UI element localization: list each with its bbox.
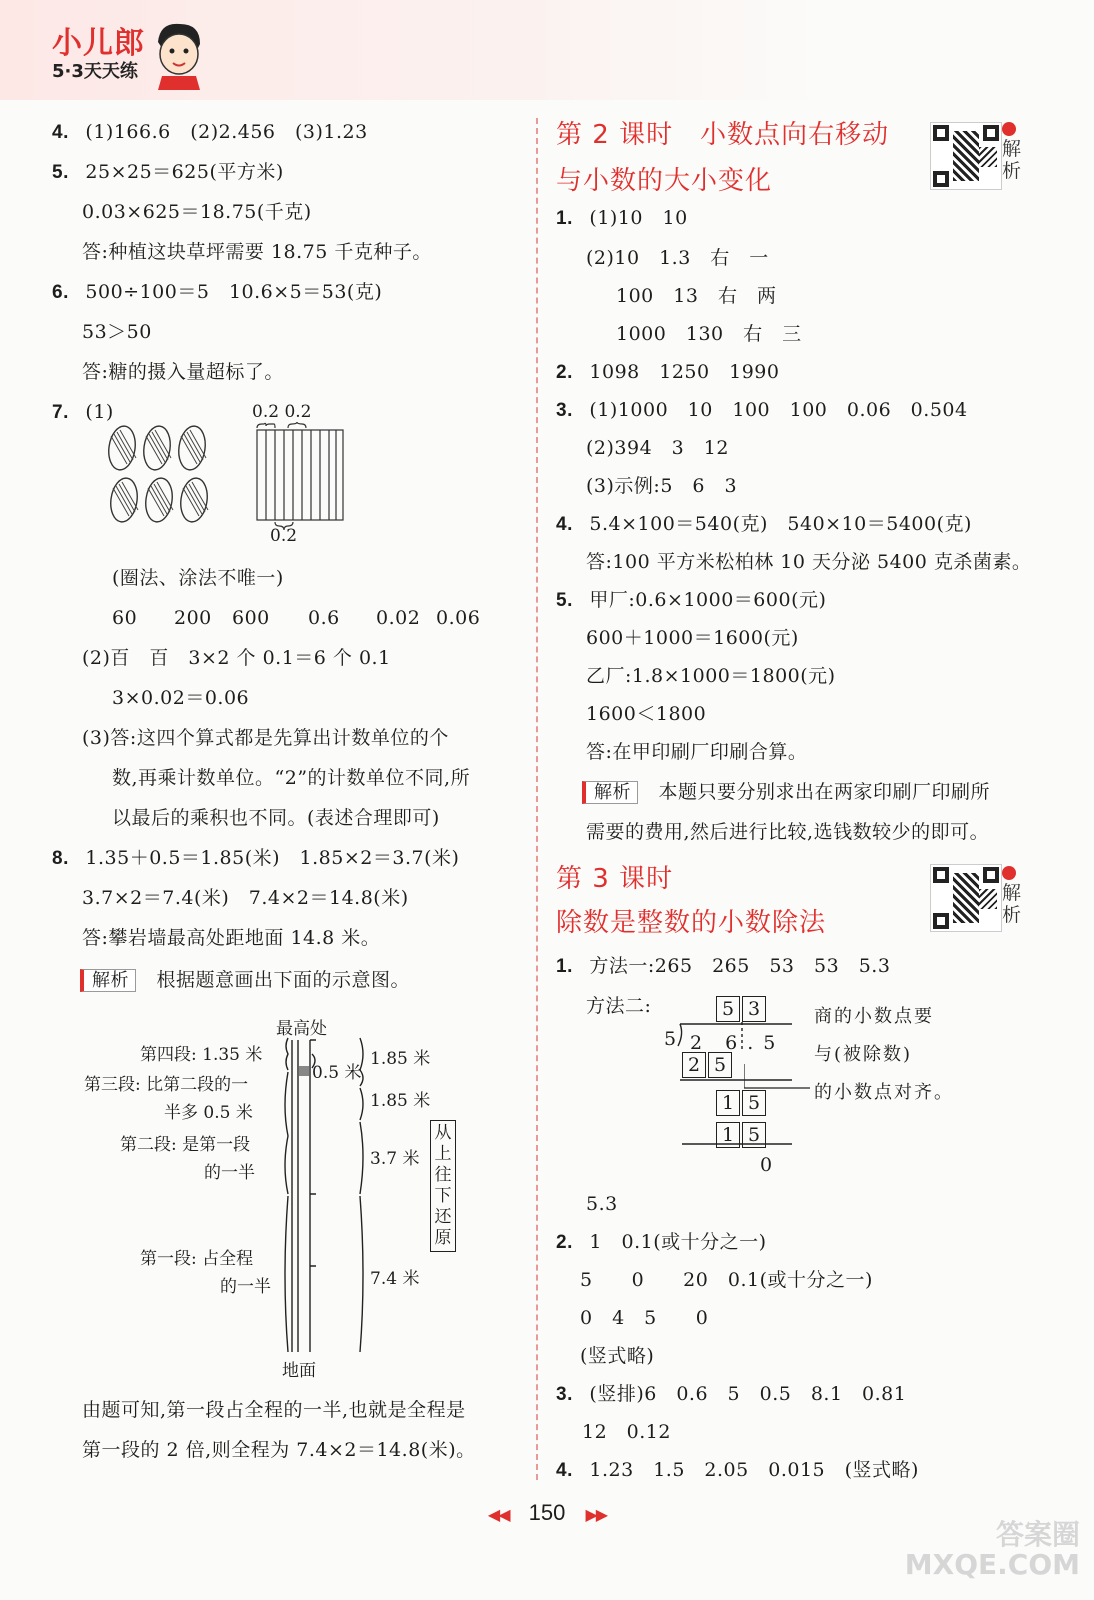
note-line2: 与(被除数) [814,1044,913,1065]
measure-1.85-b: 1.85 米 [370,1091,431,1111]
r-answer-1-line3: 100 13 右 两 [616,285,777,307]
column-divider [536,118,538,1480]
question-number: 7. [52,402,69,423]
r-answer-5-line2: 600＋1000＝1600(元) [586,627,799,649]
answer-text: 500÷100＝5 10.6×5＝53(克) [85,281,383,303]
answer-text: 1.35＋0.5＝1.85(米) 1.85×2＝3.7(米) [85,847,460,869]
restore-char: 往 [434,1165,452,1185]
segment-1-label-b: 的一半 [220,1277,271,1297]
question-number: 5. [52,162,69,183]
divisor: 5 [664,1028,677,1050]
question-number: 4. [556,514,573,535]
r-answer-5-line5: 答:在甲印刷厂印刷合算。 [586,741,808,763]
answer-text: 25×25＝625(平方米) [85,161,284,183]
answer-text: 1 0.1(或十分之一) [589,1231,767,1253]
analysis-text: 根据题意画出下面的示意图。 [156,969,411,991]
prev-arrows-icon: ◀◀ [487,1507,509,1524]
wall-bar-figure [280,1036,370,1354]
sticks-label-bottom: 0.2 [270,526,298,546]
play-icon [1002,122,1016,136]
circled-sticks-figure [102,422,212,528]
brand-logo [52,28,145,84]
analysis-right-line2: 需要的费用,然后进行比较,选钱数较少的即可。 [586,821,990,843]
digit-box: 5 [708,1052,732,1078]
segment-3-label-b: 半多 0.5 米 [164,1103,253,1123]
question-number: 1. [556,956,573,977]
d-answer-1-method2: 方法二: [586,995,652,1017]
answer-5-line1 [52,160,284,185]
d-answer-2-line2: 5 0 20 0.1(或十分之一) [580,1269,873,1291]
lesson-2-title-line1: 第 2 课时 小数点向右移动 [556,120,890,150]
measure-0.5: 0.5 米 [312,1063,362,1083]
analysis-right [582,780,990,805]
digit-box: 1 [716,1090,740,1116]
question-number: 3. [556,400,573,421]
callout-arrow [744,1040,814,1090]
r-answer-1-line2: (2)10 1.3 右 一 [586,247,769,269]
r-answer-4-line2: 答:100 平方米松柏林 10 天分泌 5400 克杀菌素。 [586,551,1032,573]
segment-3-label-a: 第三段: 比第二段的一 [84,1075,249,1095]
series-name: 5·3天天练 [52,61,138,82]
question-number: 2. [556,362,573,383]
answer-text: (1)166.6 (2)2.456 (3)1.23 [85,121,368,143]
answer-text: 甲厂:0.6×1000＝600(元) [589,589,827,611]
d-answer-2-line3: 0 4 5 0 [580,1307,709,1329]
answer-5-line3: 答:种植这块草坪需要 18.75 千克种子。 [82,241,432,263]
qr-analysis-link[interactable] [1002,866,1022,926]
r-answer-5-line1 [556,588,826,613]
d-answer-3-line1 [556,1382,906,1407]
diagram-top-label: 最高处 [276,1019,327,1039]
measure-1.85-a: 1.85 米 [370,1049,431,1069]
d-answer-1-line1 [556,954,890,979]
qr-analysis-link[interactable] [1002,122,1022,182]
answer-text: (1) [85,401,114,423]
answer-5-line2: 0.03×625＝18.75(千克) [82,201,312,223]
d-answer-1-result: 5.3 [586,1193,618,1215]
value: 600 [232,607,270,629]
segment-2-label-b: 的一半 [204,1163,255,1183]
restore-note-box [430,1120,456,1252]
r-answer-1-line1 [556,206,688,231]
answer-6-line1 [52,280,382,305]
r-answer-5-line4: 1600＜1800 [586,703,707,725]
question-number: 6. [52,282,69,303]
r-answer-5-line3: 乙厂:1.8×1000＝1800(元) [586,665,836,687]
segment-4-label: 第四段: 1.35 米 [140,1045,263,1065]
lesson-3-title-line2: 除数是整数的小数除法 [556,908,827,938]
brand-name: 小儿郎 [52,26,145,61]
restore-char: 上 [434,1144,452,1164]
question-number: 4. [556,1460,573,1481]
answer-7-line3: 3×0.02＝0.06 [112,687,250,709]
answer-8-line1 [52,846,459,871]
r-answer-3-line2: (2)394 3 12 [586,437,729,459]
restore-char: 原 [434,1228,452,1248]
answer-7-line5: 数,再乘计数单位。“2”的计数单位不同,所 [112,767,471,789]
sticks-bar-figure [252,422,348,530]
value: 0.6 [308,607,340,629]
answer-6-line2: 53＞50 [82,321,152,343]
boy-mascot-icon [150,20,206,90]
d-answer-2-line1 [556,1230,767,1255]
conclusion-line1: 由题可知,第一段占全程的一半,也就是全程是 [82,1399,466,1421]
r-answer-4-line1 [556,512,972,537]
segment-2-label-a: 第二段: 是第一段 [120,1135,251,1155]
lesson-2-title-line2: 与小数的大小变化 [556,166,773,196]
answer-text: (1)10 10 [589,207,688,229]
restore-char: 下 [434,1186,452,1206]
page-number: 150 [528,1500,566,1525]
lesson-3-title-line1: 第 3 课时 [556,864,674,894]
question-number: 2. [556,1232,573,1253]
measure-7.4: 7.4 米 [370,1269,420,1289]
value: 200 [174,607,212,629]
value: 0.02 [376,607,421,629]
question-number: 4. [52,122,69,143]
subtract-row-1 [682,1052,734,1078]
r-answer-3-line1 [556,398,968,423]
answer-8-line3: 答:攀岩墙最高处距地面 14.8 米。 [82,927,381,949]
note-line3: 的小数点对齐。 [814,1082,954,1103]
quotient [716,996,768,1022]
question-number: 1. [556,208,573,229]
answer-text: 1.23 1.5 2.05 0.015 (竖式略) [589,1459,919,1481]
subtract-row-2 [716,1090,768,1116]
analysis-tag: 解析 [582,781,638,804]
dividend: 2 6 . 5 [690,1032,778,1054]
answer-text: 1098 1250 1990 [589,361,780,383]
qr-code-icon[interactable] [930,864,1002,932]
digit-box: 3 [742,996,766,1022]
question-number: 8. [52,848,69,869]
play-icon [1002,866,1016,880]
restore-char: 从 [434,1123,452,1143]
answer-7-line4: (3)答:这四个算式都是先算出计数单位的个 [82,727,449,749]
conclusion-line2: 第一段的 2 倍,则全程为 7.4×2＝14.8(米)。 [82,1439,476,1461]
question-number: 3. [556,1384,573,1405]
analysis-tag: 解析 [80,969,136,992]
remainder: 0 [760,1154,773,1176]
subtract-row-3 [716,1122,768,1148]
answer-text: (1)1000 10 100 100 0.06 0.504 [589,399,968,421]
analysis-text: 本题只要分别求出在两家印刷厂印刷所 [658,781,991,803]
d-answer-3-line2: 12 0.12 [582,1421,671,1443]
r-answer-3-line3: (3)示例:5 6 3 [586,475,738,497]
r-answer-2 [556,360,779,385]
answer-7-note: (圈法、涂法不唯一) [112,567,284,589]
value: 0.06 [436,607,481,629]
digit-box: 5 [716,996,740,1022]
next-arrows-icon: ▶▶ [585,1507,607,1524]
diagram-bottom-label: 地面 [282,1361,316,1381]
watermark: 答案圈 MXQE.COM [904,1518,1080,1581]
answer-8-line2: 3.7×2＝7.4(米) 7.4×2＝14.8(米) [82,887,409,909]
sticks-label-top: 0.2 0.2 [252,402,312,422]
segment-1-label-a: 第一段: 占全程 [140,1249,254,1269]
answer-7-line6: 以最后的乘积也不同。(表述合理即可) [112,807,440,829]
d-answer-2-line4: (竖式略) [580,1345,655,1367]
note-line1: 商的小数点要 [814,1006,934,1027]
digit-box: 5 [742,1090,766,1116]
qr-label: 解析 [1002,882,1022,926]
digit-box: 5 [742,1122,766,1148]
measure-3.7: 3.7 米 [370,1149,420,1169]
digit-box: 1 [716,1122,740,1148]
digit-box: 2 [682,1052,706,1078]
answer-text: (竖排)6 0.6 5 0.5 8.1 0.81 [589,1383,907,1405]
analysis-left [80,968,410,993]
restore-char: 还 [434,1207,452,1227]
answer-6-line3: 答:糖的摄入量超标了。 [82,361,284,383]
value: 60 [112,607,138,629]
d-answer-4 [556,1458,919,1483]
answer-text: 方法一:265 265 53 53 5.3 [589,955,891,977]
r-answer-1-line4: 1000 130 右 三 [616,323,802,345]
qr-label: 解析 [1002,138,1022,182]
question-number: 5. [556,590,573,611]
answer-text: 5.4×100＝540(克) 540×10＝5400(克) [589,513,972,535]
answer-4 [52,120,368,145]
answer-7-line2: (2)百 百 3×2 个 0.1＝6 个 0.1 [82,647,391,669]
qr-code-icon[interactable] [930,122,1002,190]
